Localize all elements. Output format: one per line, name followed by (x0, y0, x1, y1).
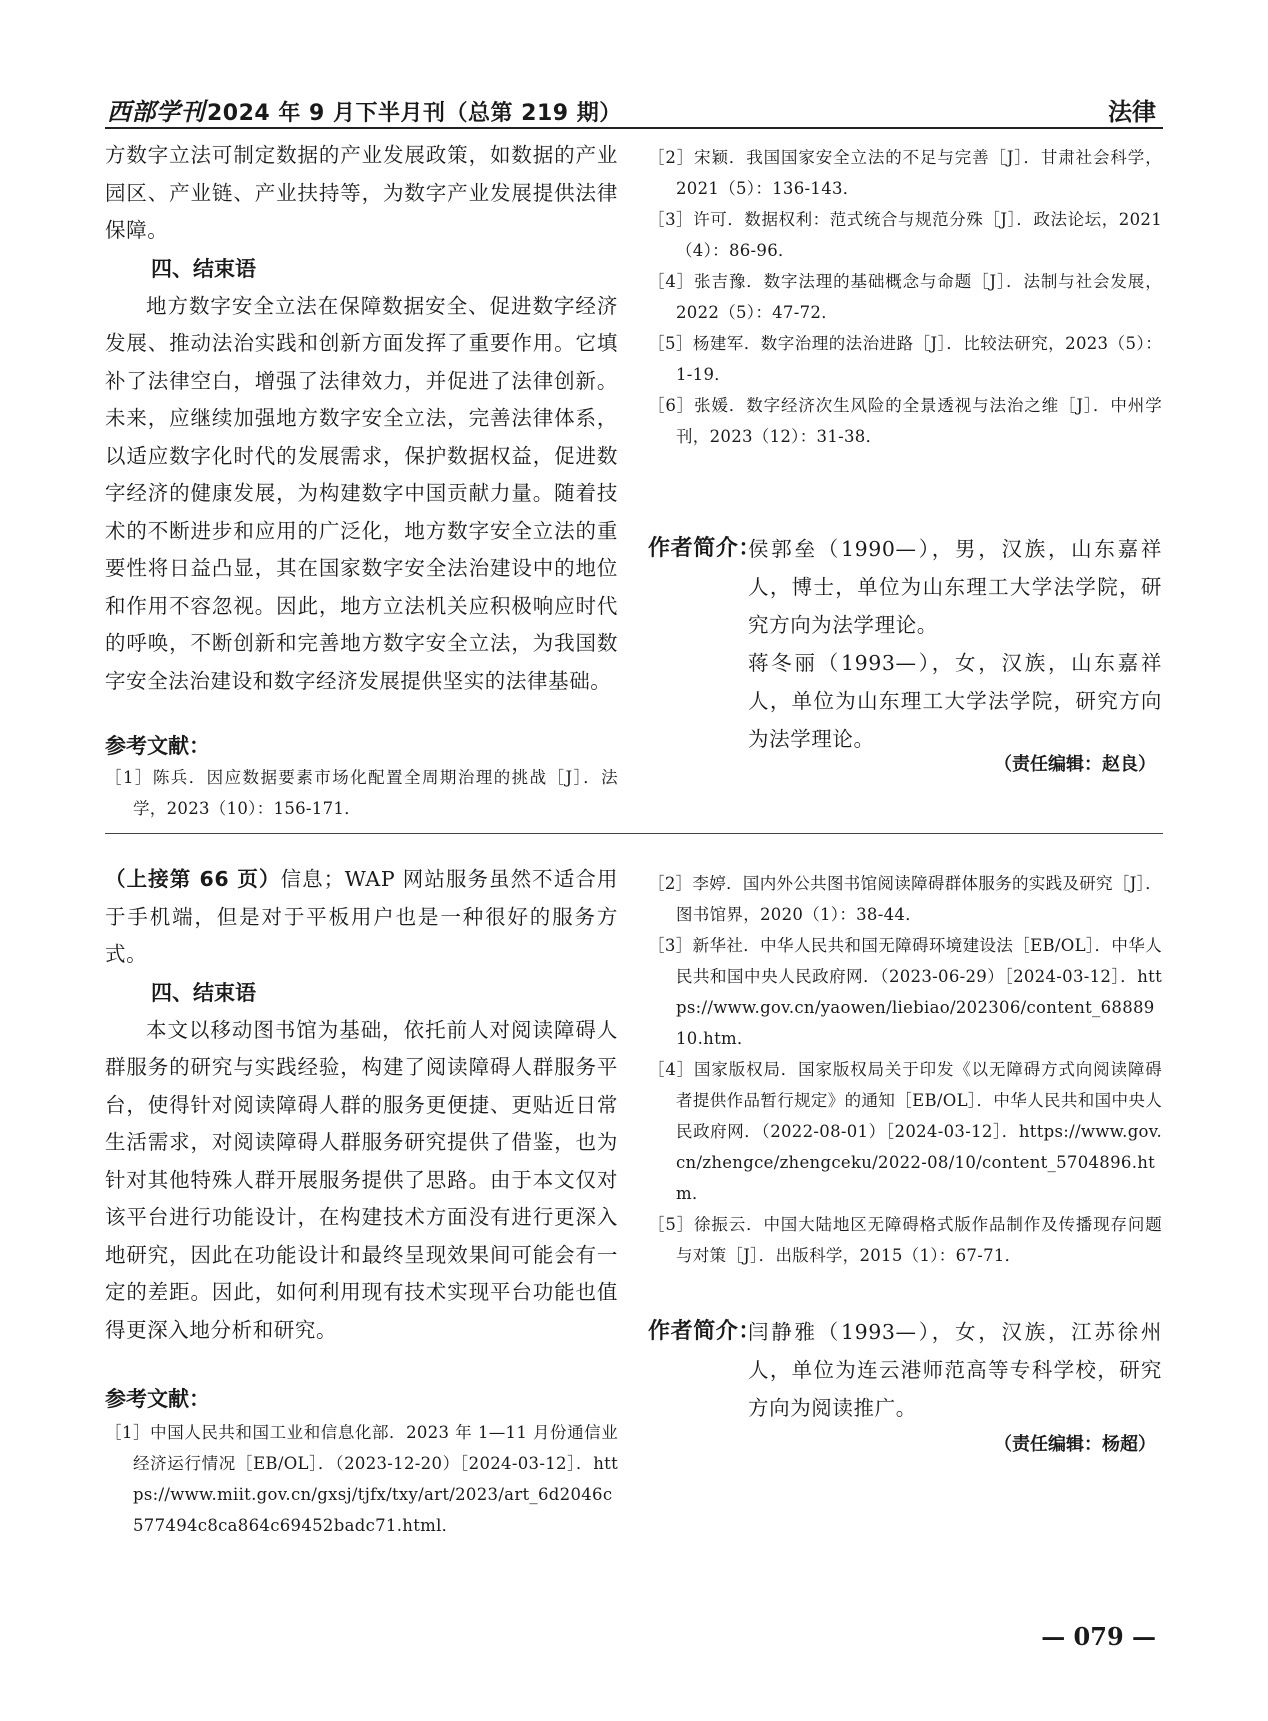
article1-section-title: 四、结束语 (151, 256, 256, 281)
article2-refs-title: 参考文献： (105, 1387, 210, 1411)
article1-ref-5: ［5］杨建军．数字治理的法治进路［J］．比较法研究，2023（5）：1-19． (648, 334, 1162, 384)
article2-author-block (648, 1313, 1162, 1427)
spacer (105, 1349, 618, 1383)
article1-conclusion: 地方数字安全立法在保障数据安全、促进数字经济发展、推动法治实践和创新方面发挥了重要作用。它填补了法律空白，增强了法律效力，并促进了法律创新。未来，应继续加强地方数字安全立法，完善法律体系，以适应数字化时代的发展需求，保护数据权益，促进数字经济的健康发展，为构建数字中国贡献力量。随着技术的不断进步和应用的广泛化，地方数字安全立法的重要性将日益凸显，其在国家数字安全法治建设中的地位和作用不容忽视。因此，地方立法机关应积极响应时代的呼唤，不断创新和完善地方数字安全立法，为我国数字安全法治建设和数字经济发展提供坚实的法律基础。 (105, 293, 618, 693)
article1-ref-3: ［3］许可．数据权利：范式统合与规范分殊［J］．政法论坛，2021（4）：86-96． (648, 210, 1162, 260)
article1-author-label: 作者简介： (648, 536, 762, 561)
article2-ref-4: ［4］国家版权局．国家版权局关于印发《以无障碍方式向阅读障碍者提供作品暂行规定》的通知［EB/OL］．中华人民共和国中央人民政府网．（2022-08-01）［2024-03-12］．https://www.gov.cn/zhengce/zhengceku/2022-08/10/content_5704896.htm． (648, 1060, 1162, 1203)
article2-ref-5: ［5］徐振云．中国大陆地区无障碍格式版作品制作及传播现存问题与对策［J］．出版科学，2015（1）：67-71． (648, 1215, 1162, 1265)
article1-ref-list-part2 (648, 142, 1162, 452)
article1-right-column (648, 142, 1162, 452)
article2-author-1: 闫静雅（1993—），女，汉族，江苏徐州人，单位为连云港师范高等专科学校，研究方向为阅读推广。 (748, 1320, 1162, 1420)
article1-ref-1: ［1］陈兵．因应数据要素市场化配置全周期治理的挑战［J］．法学，2023（10）：156-171． (105, 768, 618, 818)
section-label: 法律 (1108, 98, 1156, 126)
page-number: — 079 — (1041, 1622, 1156, 1651)
article2-ref-2: ［2］李婷．国内外公共图书馆阅读障碍群体服务的实践及研究［J］．图书馆界，2020（1）：38-44． (648, 874, 1162, 924)
journal-logo: 西部学刊 (107, 97, 205, 126)
article1-ref-list-part1 (105, 762, 618, 824)
article2-continued-label: （上接第 66 页） (105, 867, 281, 891)
article2-ref-list-part1 (105, 1417, 618, 1541)
article2-ref-1: ［1］中国人民共和国工业和信息化部．2023 年 1—11 月份通信业经济运行情况［EB/OL］．（2023-12-20）［2024-03-12］．https://www.miit.gov.cn/gxsj/tjfx/txy/art/2023/art_6d2046c577494c8ca864c69452badc71.html． (105, 1423, 618, 1535)
journal-header (107, 92, 622, 127)
article1-ref-4: ［4］张吉豫．数字法理的基础概念与命题［J］．法制与社会发展，2022（5）：47-72． (648, 272, 1162, 322)
header-rule (105, 127, 1163, 129)
article1-ref-2: ［2］宋颖．我国国家安全立法的不足与完善［J］．甘肃社会科学，2021（5）：136-143． (648, 148, 1162, 198)
article1-body-top: 方数字立法可制定数据的产业发展政策，如数据的产业园区、产业链、产业扶持等，为数字产业发展提供法律保障。 (105, 143, 618, 242)
spacer (105, 700, 618, 730)
article2-body (105, 861, 618, 974)
article1-ref-6: ［6］张媛．数字经济次生风险的全景透视与法治之维［J］．中州学刊，2023（12）：31-38． (648, 396, 1162, 446)
article2-body-top-wrap (105, 861, 618, 974)
article1-refs-title: 参考文献： (105, 734, 210, 758)
article1-author-2: 蒋冬丽（1993—），女，汉族，山东嘉祥人，单位为山东理工大学法学院，研究方向为法学理论。 (748, 651, 1162, 751)
article2-ref-list-part2 (648, 868, 1162, 1271)
article1-left-column (105, 137, 618, 824)
article1-editor: （责任编辑：赵良） (994, 754, 1156, 775)
article1-author-block (648, 530, 1162, 758)
article2-conclusion: 本文以移动图书馆为基础，依托前人对阅读障碍人群服务的研究与实践经验，构建了阅读障碍人群服务平台，使得针对阅读障碍人群的服务更便捷、更贴近日常生活需求，对阅读障碍人群服务研究提供了借鉴，也为针对其他特殊人群开展服务提供了思路。由于本文仅对该平台进行功能设计，在构建技术方面没有进行更深入地研究，因此在功能设计和最终呈现效果间可能会有一定的差距。因此，如何利用现有技术实现平台功能也值得更深入地分析和研究。 (105, 1017, 618, 1342)
article2-left-column (105, 861, 618, 1541)
article2-ref-3: ［3］新华社．中华人民共和国无障碍环境建设法［EB/OL］．中华人民共和国中央人民政府网．（2023-06-29）［2024-03-12］．https://www.gov.cn/yaowen/liebiao/202306/content_6888910.htm． (648, 936, 1162, 1048)
article2-right-column (648, 868, 1162, 1271)
article1-author-body (748, 530, 1162, 758)
article2-author-label: 作者简介： (648, 1319, 762, 1344)
article-divider (105, 833, 1163, 834)
article2-conclusion-wrap (105, 1012, 618, 1350)
article1-body (105, 137, 618, 250)
article2-editor: （责任编辑：杨超） (994, 1434, 1156, 1455)
article1-conclusion-wrap (105, 288, 618, 701)
article2-body-top: 信息；WAP 网站服务虽然不适合用于手机端，但是对于平板用户也是一种很好的服务方式。 (105, 867, 618, 966)
article2-author-body (748, 1313, 1162, 1427)
article2-section-title: 四、结束语 (151, 980, 256, 1005)
article1-author-1: 侯郭垒（1990—），男，汉族，山东嘉祥人，博士，单位为山东理工大学法学院，研究方向为法学理论。 (748, 537, 1162, 637)
issue-info: 2024 年 9 月下半月刊（总第 219 期） (207, 101, 622, 126)
